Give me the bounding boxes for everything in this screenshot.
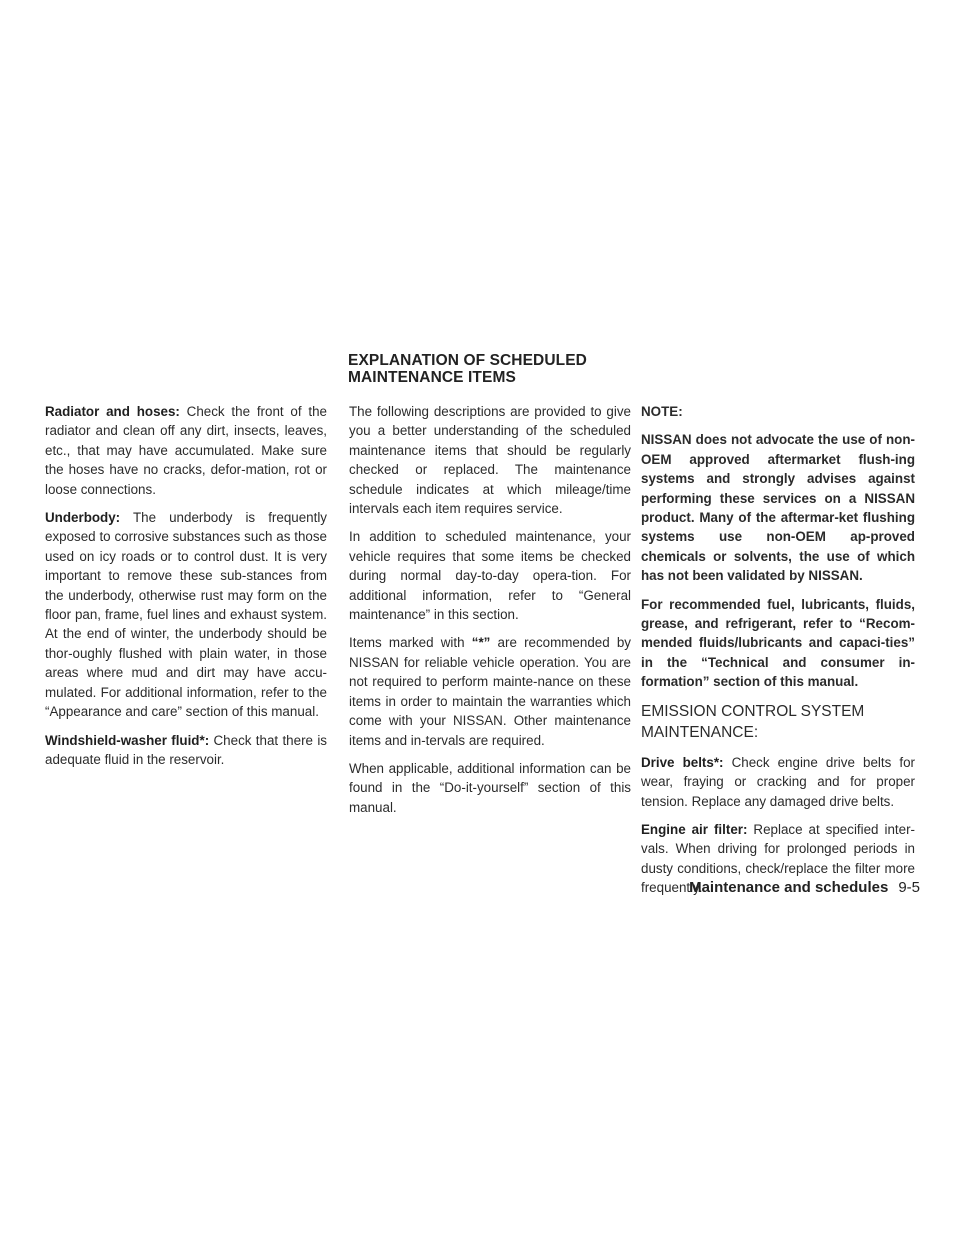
column-middle — [349, 402, 631, 826]
underbody-paragraph — [45, 508, 327, 721]
section-heading-line-1: EXPLANATION OF SCHEDULED — [348, 352, 587, 369]
washer-fluid-label: Windshield-washer fluid*: — [45, 732, 210, 748]
underbody-text: The underbody is frequently exposed to corrosive substances such as those used on icy roads or to control dust. It is very important to remove these sub-stances from the underbody, otherwise rust may form on the floor pan, frame, fuel lines and exhaust system. At the end of winter, the underbody should be thor-oughly flushed with plain water, in those areas where mud and dirt may have accu-mulated. For additional information, refer to the “Appearance and care” section of this manual. — [45, 510, 327, 720]
washer-fluid-paragraph — [45, 731, 327, 770]
page-footer — [689, 879, 920, 896]
air-filter-label: Engine air filter: — [641, 821, 748, 837]
emission-control-heading: EMISSION CONTROL SYSTEM MAINTENANCE: — [641, 702, 865, 741]
column-right — [641, 402, 915, 907]
note-label: NOTE: — [641, 404, 683, 419]
drive-belts-label: Drive belts*: — [641, 754, 724, 770]
drive-belts-text: Check engine drive belts for wear, fraying or cracking and for proper tension. Replace any damaged drive belts. — [641, 754, 915, 809]
radiator-paragraph — [45, 402, 327, 499]
asterisk-post: are recommended by NISSAN for reliable vehicle operation. You are not required to perform mainte-nance on these items in order to maintain the warranties which come with your NISSAN. Other maintenance items and in-tervals are required. — [349, 635, 631, 748]
washer-fluid-text: Check that there is adequate fluid in the reservoir. — [45, 732, 327, 767]
radiator-label: Radiator and hoses: — [45, 404, 180, 419]
air-filter-text: Replace at specified inter-vals. When driving for prolonged periods in dusty conditions, check/replace the filter more frequently. — [641, 821, 915, 896]
note-paragraph-oem: NISSAN does not advocate the use of non-OEM approved aftermarket flush-ing systems and strongly advises against performing these services on a NISSAN product. Many of the aftermar-ket flushing systems use non-OEM ap-proved chemicals or solvents, the use of which has not been validated by NISSAN. — [641, 432, 915, 584]
drive-belts-paragraph — [641, 753, 915, 811]
radiator-text: Check the front of the radiator and clean off any dirt, insects, leaves, etc., that may have accumulated. Make sure the hoses have no cracks, defor-mation, rot or loose connections. — [45, 404, 327, 497]
asterisk-mark: “*” — [471, 635, 491, 651]
asterisk-paragraph — [349, 633, 631, 749]
note-paragraph-fluids: For recommended fuel, lubricants, fluids, grease, and refrigerant, refer to “Recom-mended fluids/lubricants and capaci-ties” in the “Technical and consumer in-formation” section of this manual. — [641, 596, 915, 690]
asterisk-pre: Items marked with — [349, 635, 472, 651]
column-left — [45, 402, 327, 778]
section-heading-line-2: MAINTENANCE ITEMS — [348, 369, 516, 386]
page-number: 9-5 — [898, 879, 920, 896]
day-to-day-paragraph: In addition to scheduled maintenance, your vehicle requires that some items be checked during normal day-to-day opera-tion. For additional information, refer to “General maintenance” in this section. — [349, 529, 631, 623]
footer-section-title: Maintenance and schedules — [689, 879, 889, 896]
do-it-yourself-paragraph: When applicable, additional information can be found in the “Do-it-yourself” section of this manual. — [349, 760, 631, 815]
underbody-label: Underbody: — [45, 510, 121, 526]
intro-paragraph: The following descriptions are provided to give you a better understanding of the scheduled maintenance items that should be regularly checked or replaced. The maintenance schedule indicates at which mileage/time intervals each item requires service. — [349, 404, 631, 517]
section-heading — [348, 352, 628, 386]
